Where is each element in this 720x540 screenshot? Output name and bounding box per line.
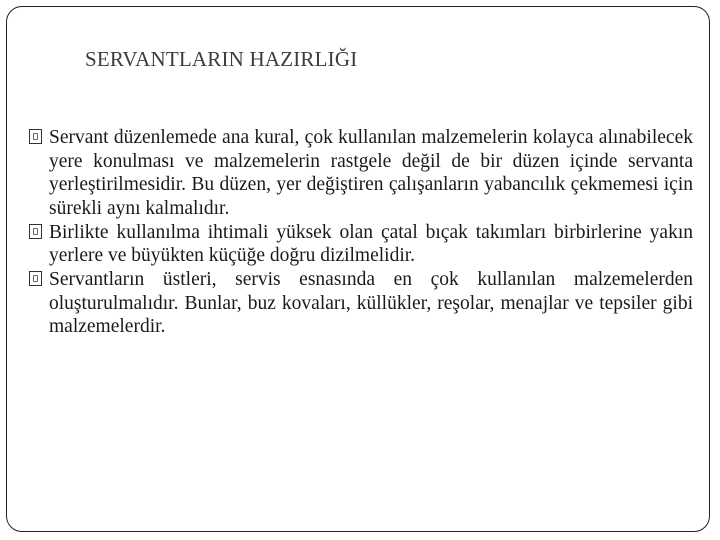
- bullet-item: [29, 221, 693, 268]
- bullet-text: Birlikte kullanılma ihtimali yüksek olan çatal bıçak takımları birbirlerine yakın yerlere ve büyükten küçüğe doğru dizilmelidir.: [49, 221, 693, 266]
- bullet-text: Servantların üstleri, servis esnasında en çok kullanılan malzemelerden oluşturulmalıdır. Bunlar, buz kovaları, küllükler, reşolar, menajlar ve tepsiler gibi malzemelerdir.: [49, 269, 693, 337]
- bullet-text: Servant düzenlemede ana kural, çok kullanılan malzemelerin kolayca alınabilecek yere konulması ve malzemelerin rastgele değil de bir düzen içinde servanta yerleştirilmesidir. Bu düzen, yer değiştiren çalışanların yabancılık çekmemesi için sürekli aynı kalmalıdır.: [49, 127, 693, 219]
- missing-glyph-box-icon: [29, 224, 42, 239]
- missing-glyph-box-icon: [29, 129, 42, 144]
- bullet-item: [29, 126, 693, 220]
- bullet-list: [29, 126, 693, 339]
- bullet-item: [29, 268, 693, 339]
- slide-title: SERVANTLARIN HAZIRLIĞI: [85, 47, 358, 71]
- slide-frame: [6, 6, 710, 532]
- missing-glyph-box-icon: [29, 271, 42, 286]
